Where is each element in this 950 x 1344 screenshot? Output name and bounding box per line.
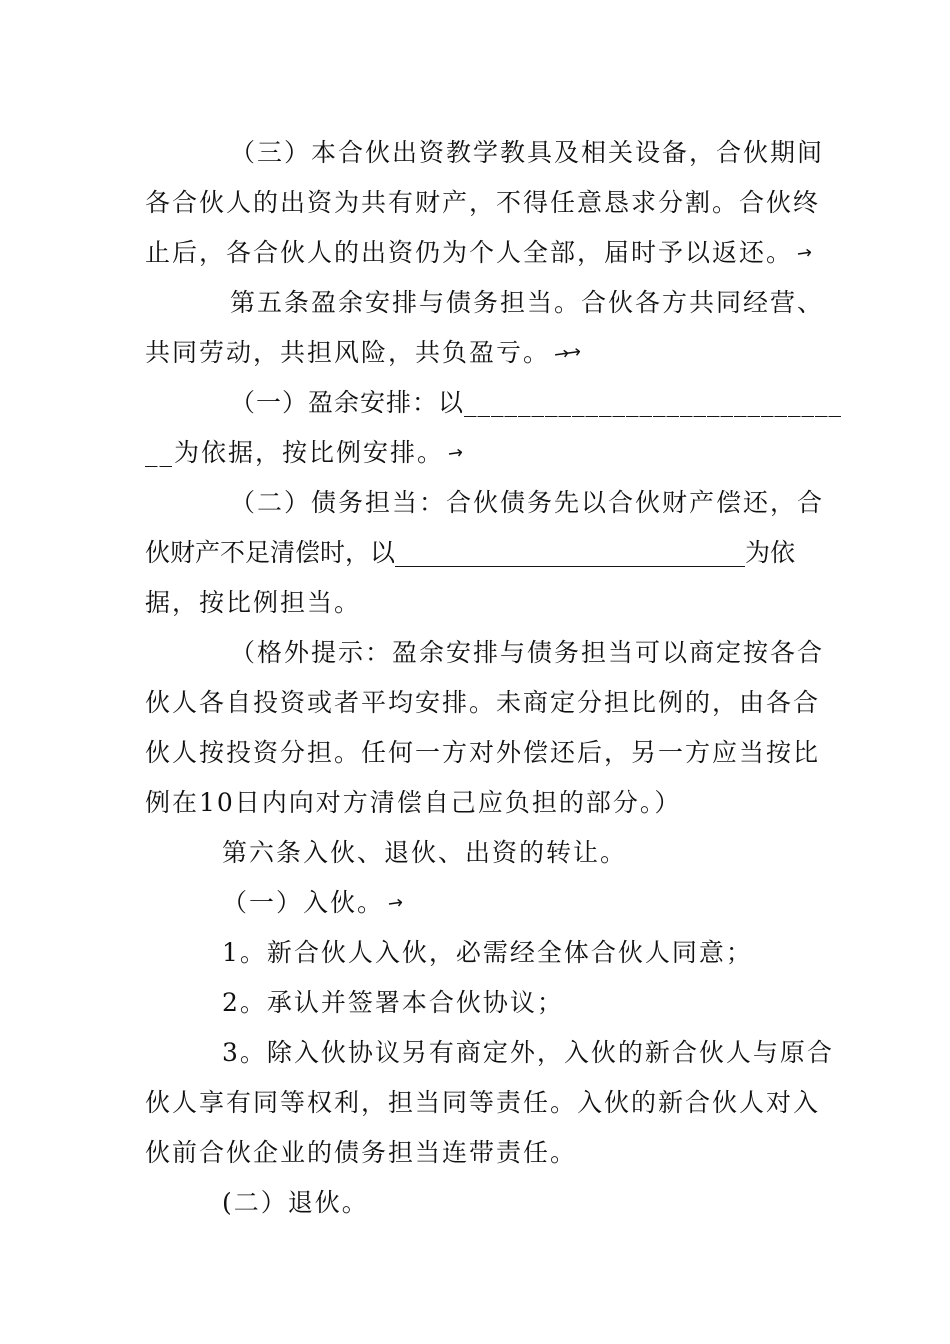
paragraph-line <box>145 178 821 228</box>
line-text: （二）债务担当：合伙债务先以合伙财产偿还，合 <box>230 488 825 517</box>
line-text: 1。新合伙人入伙，必需经全体合伙人同意； <box>222 938 753 967</box>
paragraph-line <box>222 978 805 1028</box>
line-text: 伙人按投资分担。任何一方对外偿还后，另一方应当按比 <box>145 738 821 767</box>
line-text: 2。承认并签署本合伙协议； <box>222 988 564 1017</box>
line-text: 伙前合伙企业的债务担当连带责任。 <box>145 1138 578 1167</box>
line-text: 第五条盈余安排与债务担当。合伙各方共同经营、 <box>230 288 825 317</box>
paragraph-line <box>222 828 805 878</box>
paragraph-line <box>222 928 805 978</box>
line-text: 第六条入伙、退伙、出资的转让。 <box>222 838 628 867</box>
line-text: 据，按比例担当。 <box>145 588 362 617</box>
line-text: （一）入伙。 <box>222 888 385 917</box>
paragraph-line <box>222 1028 834 1078</box>
line-text: （三）本合伙出资教学教具及相关设备，合伙期间 <box>230 138 825 167</box>
paragraph-line <box>145 728 821 778</box>
paragraph-line <box>145 778 805 828</box>
paragraph-mark-icon: → <box>795 242 811 265</box>
paragraph-line <box>230 128 825 178</box>
line-text: 伙人享有同等权利，担当同等责任。入伙的新合伙人对入 <box>145 1088 821 1117</box>
paragraph-mark-icon: →→ <box>552 341 580 366</box>
line-text: __为依据，按比例安排。 <box>145 438 445 467</box>
line-text: 3。除入伙协议另有商定外，入伙的新合伙人与原合 <box>222 1038 834 1067</box>
line-text: （一）盈余安排：以____________________________ <box>230 388 843 417</box>
line-text: 共同劳动，共担风险，共负盈亏。 <box>145 338 551 367</box>
line-text: 伙人各自投资或者平均安排。未商定分担比例的，由各合 <box>145 688 821 717</box>
line-text: 各合伙人的出资为共有财产，不得任意恳求分割。合伙终 <box>145 188 821 217</box>
paragraph-line <box>230 478 825 528</box>
paragraph-line <box>230 278 825 328</box>
paragraph-line <box>230 378 843 428</box>
paragraph-line <box>230 628 825 678</box>
paragraph-line <box>145 328 805 378</box>
line-text: 伙财产不足清偿时，以____________________________为依 <box>145 538 796 567</box>
line-text: 止后，各合伙人的出资仍为个人全部，届时予以返还。 <box>145 238 794 267</box>
paragraph-line <box>145 528 805 578</box>
line-text: (二）退伙。 <box>222 1188 369 1217</box>
paragraph-line <box>145 1078 821 1128</box>
paragraph-line <box>145 228 811 278</box>
paragraph-line <box>145 678 821 728</box>
line-text: 例在10日内向对方清偿自己应负担的部分。） <box>145 788 682 817</box>
paragraph-line <box>222 878 805 928</box>
paragraph-line <box>145 1128 805 1178</box>
paragraph-mark-icon: → <box>446 442 462 465</box>
paragraph-line <box>145 428 805 478</box>
paragraph-line <box>222 1178 805 1228</box>
paragraph-line <box>145 578 805 628</box>
line-text: （格外提示：盈余安排与债务担当可以商定按各合 <box>230 638 825 667</box>
paragraph-mark-icon: → <box>386 892 402 915</box>
